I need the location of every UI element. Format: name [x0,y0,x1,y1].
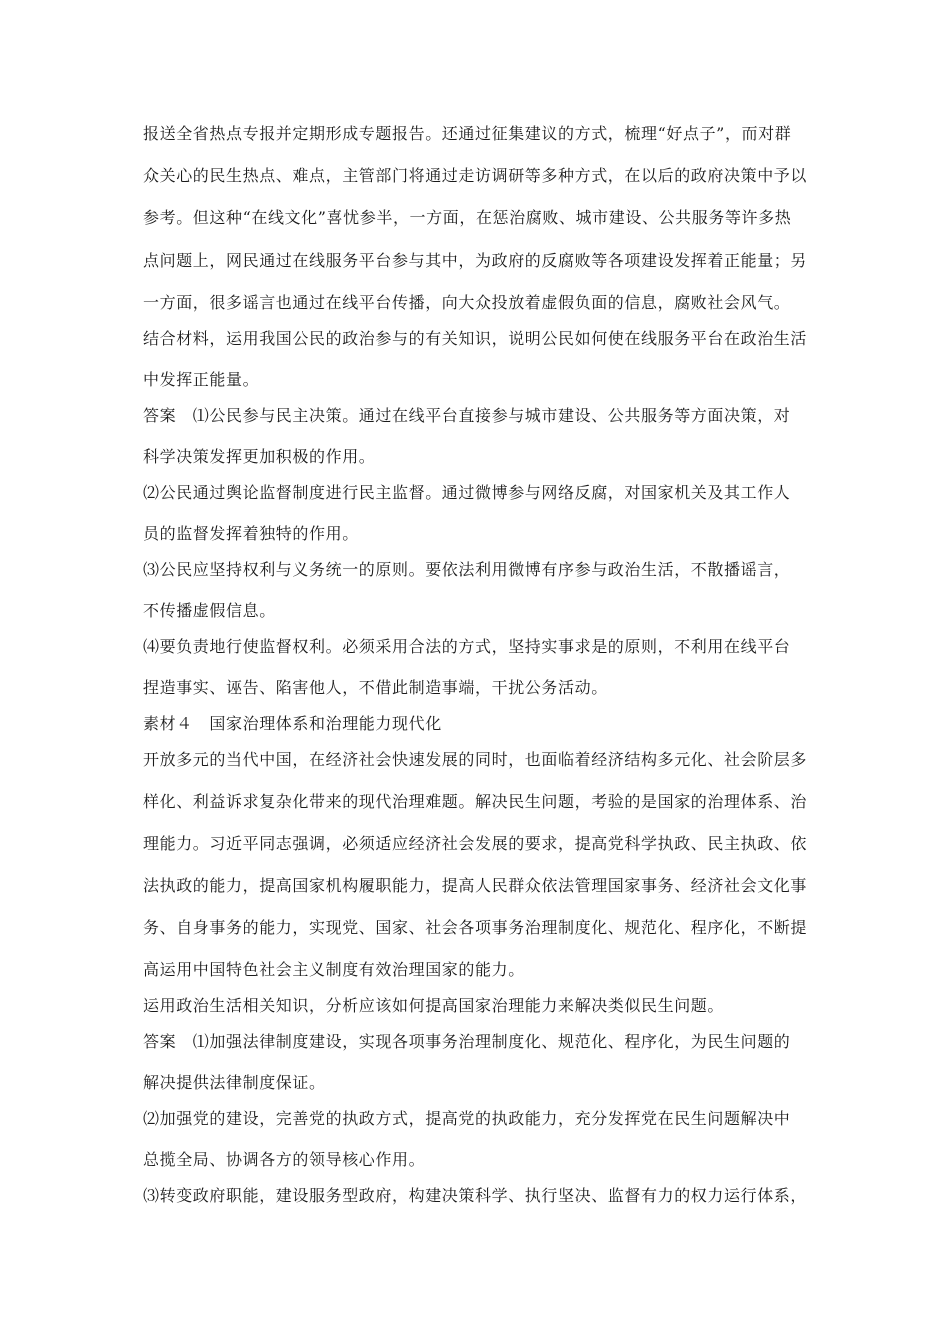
question-line: 运用政治生活相关知识，分析应该如何提高国家治理能力来解决类似民生问题。 [143,996,725,1015]
answer-line: 答案 ⑴公民参与民主决策。通过在线平台直接参与城市建设、公共服务等方面决策，对 [143,406,791,425]
text-line: 点问题上，网民通过在线服务平台参与其中，为政府的反腐败等各项建设发挥着正能量；另 [143,251,808,270]
text-line: 参考。但这种“在线文化”喜忧参半，一方面，在惩治腐败、城市建设、公共服务等许多热 [143,208,792,227]
question-line: 结合材料，运用我国公民的政治参与的有关知识，说明公民如何使在线服务平台在政治生活 [143,329,808,348]
text-line: 法执政的能力，提高国家机构履职能力，提高人民群众依法管理国家事务、经济社会文化事 [143,876,808,895]
question-line: 中发挥正能量。 [143,370,260,389]
answer-line: 总揽全局、协调各方的领导核心作用。 [143,1150,426,1169]
text-line: 务、自身事务的能力，实现党、国家、社会各项事务治理制度化、规范化、程序化，不断提 [143,918,808,937]
answer-line: ⑶公民应坚持权利与义务统一的原则。要依法利用微博有序参与政治生活，不散播谣言， [143,560,791,579]
answer-line: 答案 ⑴加强法律制度建设，实现各项事务治理制度化、规范化、程序化，为民生问题的 [143,1032,791,1051]
text-line: 开放多元的当代中国，在经济社会快速发展的同时，也面临着经济结构多元化、社会阶层多 [143,750,808,769]
text-line: 众关心的民生热点、难点，主管部门将通过走访调研等多种方式，在以后的政府决策中予以 [143,166,808,185]
answer-line: 员的监督发挥着独特的作用。 [143,524,359,543]
section-heading: 素材４ 国家治理体系和治理能力现代化 [143,714,442,733]
answer-line: ⑷要负责地行使监督权利。必须采用合法的方式，坚持实事求是的原则，不利用在线平台 [143,637,791,656]
answer-line: 解决提供法律制度保证。 [143,1073,326,1092]
text-line: 理能力。习近平同志强调，必须适应经济社会发展的要求，提高党科学执政、民主执政、依 [143,834,808,853]
text-line: 一方面，很多谣言也通过在线平台传播，向大众投放着虚假负面的信息，腐败社会风气。 [143,293,791,312]
answer-line: ⑵加强党的建设，完善党的执政方式，提高党的执政能力，充分发挥党在民生问题解决中 [143,1109,791,1128]
answer-line: ⑶转变政府职能，建设服务型政府，构建决策科学、执行坚决、监督有力的权力运行体系， [143,1186,808,1205]
answer-line: 捏造事实、诬告、陷害他人，不借此制造事端，干扰公务活动。 [143,678,608,697]
answer-line: 不传播虚假信息。 [143,601,276,620]
text-line: 样化、利益诉求复杂化带来的现代治理难题。解决民生问题，考验的是国家的治理体系、治 [143,792,808,811]
text-line: 高运用中国特色社会主义制度有效治理国家的能力。 [143,960,525,979]
answer-line: ⑵公民通过舆论监督制度进行民主监督。通过微博参与网络反腐，对国家机关及其工作人 [143,483,791,502]
answer-line: 科学决策发挥更加积极的作用。 [143,447,376,466]
text-line: 报送全省热点专报并定期形成专题报告。还通过征集建议的方式，梳理“好点子”，而对群 [143,124,792,143]
